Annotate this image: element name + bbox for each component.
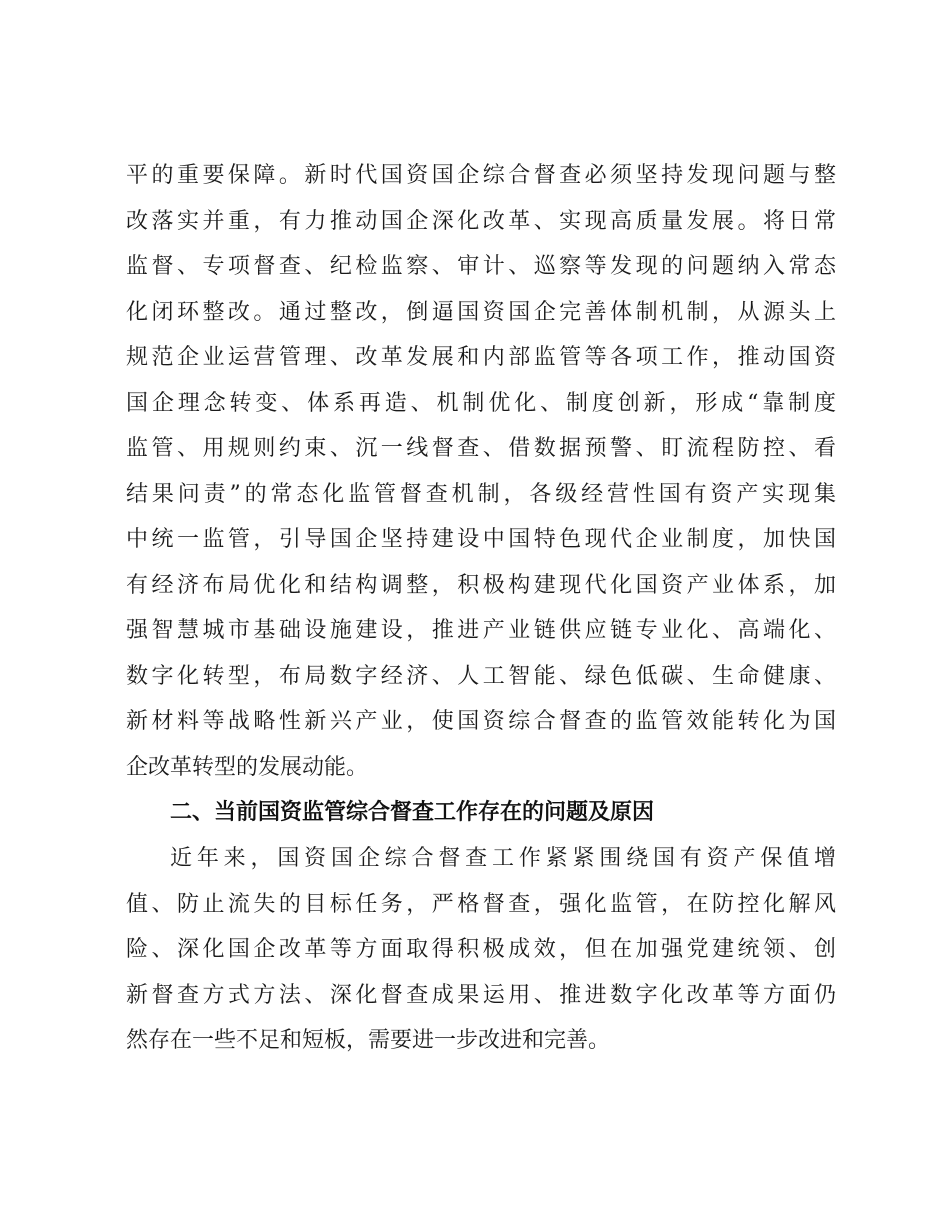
paragraph-section-two — [126, 836, 836, 1064]
text-line: 化闭环整改。通过整改，倒逼国资国企完善体制机制，从源头上 — [126, 299, 836, 325]
text-line: 近年来，国资国企综合督查工作紧紧围绕国有资产保值增 — [170, 846, 836, 871]
text-line: 监督、专项督查、纪检监察、审计、巡察等发现的问题纳入常态 — [126, 254, 836, 279]
text-line: 企改革转型的发展动能。 — [126, 754, 369, 780]
text-line: 改落实并重，有力推动国企深化改革、实现高质量发展。将日常 — [126, 208, 836, 234]
text-line: 然存在一些不足和短板，需要进一步改进和完善。 — [126, 1028, 611, 1053]
text-line: 规范企业运营管理、改革发展和内部监管等各项工作，推动国资 — [126, 345, 836, 370]
section-heading-block — [126, 790, 836, 836]
text-line: 中统一监管，引导国企坚持建设中国特色现代企业制度，加快国 — [126, 527, 836, 552]
text-line: 险、深化国企改革等方面取得积极成效，但在加强党建统领、创 — [126, 937, 836, 962]
text-line: 值、防止流失的目标任务，严格督查，强化监管，在防控化解风 — [126, 891, 836, 917]
section-heading: 二、当前国资监管综合督查工作存在的问题及原因 — [170, 800, 655, 825]
text-line: 数字化转型，布局数字经济、人工智能、绿色低碳、生命健康、 — [126, 663, 836, 689]
paragraph-continuation — [126, 153, 836, 790]
text-line: 国企理念转变、体系再造、机制优化、制度创新，形成“靠制度 — [126, 390, 836, 416]
text-line: 新督查方式方法、深化督查成果运用、推进数字化改革等方面仍 — [126, 982, 836, 1008]
text-line: 结果问责”的常态化监管督查机制，各级经营性国有资产实现集 — [126, 481, 836, 507]
text-line: 平的重要保障。新时代国资国企综合督查必须坚持发现问题与整 — [126, 163, 836, 188]
text-line: 有经济布局优化和结构调整，积极构建现代化国资产业体系，加 — [126, 572, 836, 598]
text-line: 强智慧城市基础设施建设，推进产业链供应链专业化、高端化、 — [126, 618, 836, 643]
text-line: 新材料等战略性新兴产业，使国资综合督查的监管效能转化为国 — [126, 709, 836, 734]
text-line: 监管、用规则约束、沉一线督查、借数据预警、盯流程防控、看 — [126, 436, 836, 461]
